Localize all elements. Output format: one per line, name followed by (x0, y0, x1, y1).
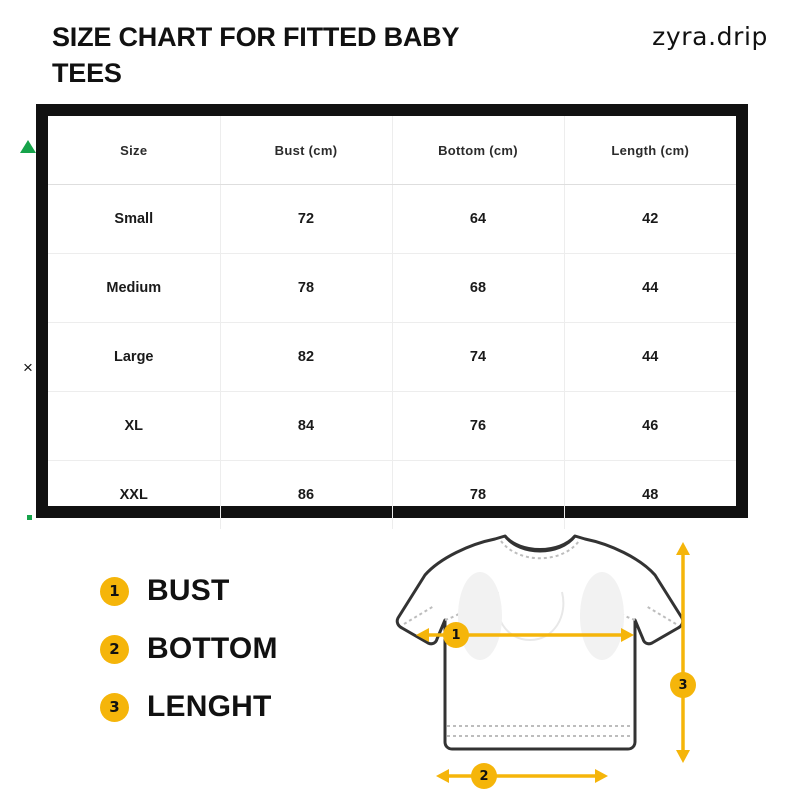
badge-number-icon: 2 (100, 635, 129, 664)
cell-bust: 78 (220, 254, 392, 323)
brand-logo: zyra.drip (652, 22, 768, 51)
legend-item-bottom (100, 620, 350, 678)
cell-length: 48 (564, 461, 736, 530)
diagram-badge-length: 3 (670, 672, 696, 698)
cell-bust: 84 (220, 392, 392, 461)
table-row (48, 254, 736, 323)
dot-icon (27, 515, 32, 520)
column-header-bust: Bust (cm) (220, 116, 392, 185)
page-header (0, 0, 800, 100)
size-chart-inner (48, 116, 736, 506)
legend-item-length (100, 678, 350, 736)
table-row (48, 392, 736, 461)
cell-length: 44 (564, 323, 736, 392)
legend-item-bust (100, 562, 350, 620)
table-row (48, 323, 736, 392)
legend-label: LENGHT (147, 690, 272, 723)
legend-label: BUST (147, 574, 230, 607)
column-header-bottom: Bottom (cm) (392, 116, 564, 185)
diagram-badge-bottom: 2 (471, 763, 497, 789)
badge-number-icon: 3 (100, 693, 129, 722)
size-chart-frame (36, 104, 748, 518)
column-header-size: Size (48, 116, 220, 185)
bottom-measure-arrow (436, 769, 608, 783)
tee-diagram (330, 520, 730, 795)
badge-number-icon: 1 (100, 577, 129, 606)
length-measure-arrow (676, 542, 690, 763)
cell-bottom: 74 (392, 323, 564, 392)
cell-bottom: 78 (392, 461, 564, 530)
cell-size: Large (48, 323, 220, 392)
diagram-badge-bust: 1 (443, 622, 469, 648)
cell-length: 44 (564, 254, 736, 323)
cell-size: XL (48, 392, 220, 461)
cell-length: 46 (564, 392, 736, 461)
size-chart-table (48, 116, 736, 529)
cell-bottom: 64 (392, 185, 564, 254)
triangle-up-icon (20, 140, 36, 153)
table-header-row (48, 116, 736, 185)
cell-bust: 82 (220, 323, 392, 392)
column-header-length: Length (cm) (564, 116, 736, 185)
table-row (48, 461, 736, 530)
cell-bottom: 68 (392, 254, 564, 323)
tee-illustration-svg (330, 520, 730, 795)
page-title: SIZE CHART FOR FITTED BABY TEES (52, 22, 459, 88)
cell-bottom: 76 (392, 392, 564, 461)
cell-length: 42 (564, 185, 736, 254)
tee-body-group (397, 536, 683, 749)
cell-bust: 86 (220, 461, 392, 530)
close-icon: × (23, 358, 33, 377)
legend-label: BOTTOM (147, 632, 278, 665)
cell-size: Medium (48, 254, 220, 323)
cell-size: Small (48, 185, 220, 254)
table-row (48, 185, 736, 254)
cell-size: XXL (119, 487, 148, 503)
measurement-legend (100, 562, 350, 736)
cell-bust: 72 (220, 185, 392, 254)
